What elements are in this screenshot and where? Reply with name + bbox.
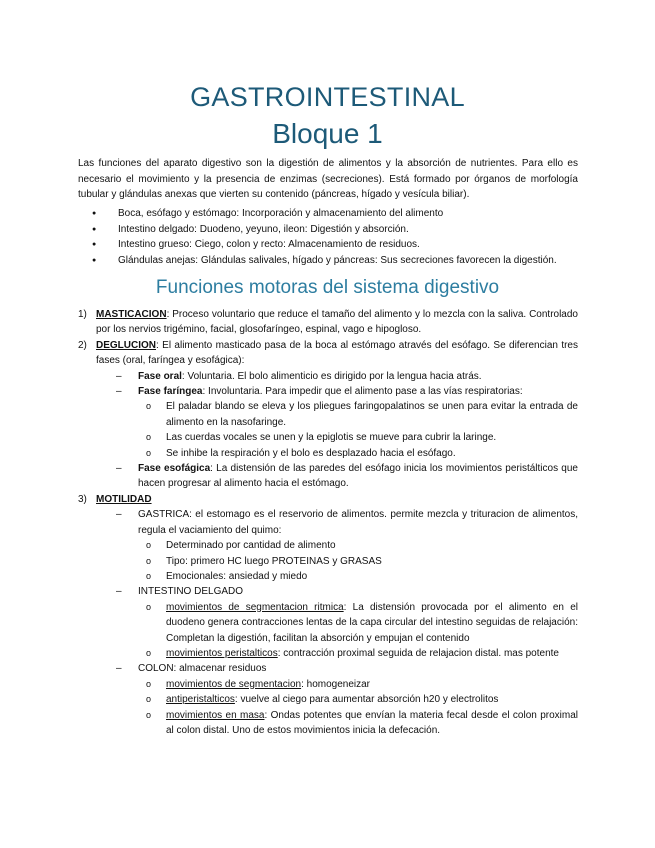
circle-marker: o: [146, 401, 152, 412]
sub-item: [78, 661, 578, 676]
item-text: : El alimento masticado pasa de la boca al estómago através del esófago. Se diferencian tres fases (oral, faríngea y esofágica):: [96, 339, 578, 367]
list-item: ● Glándulas anejas: Glándulas salivales, hígado y páncreas: Sus secreciones favorecen la digestión.: [78, 253, 578, 269]
sub-sub-item: [78, 646, 578, 661]
dash-marker: –: [116, 386, 122, 398]
item-text: : Voluntaria. El bolo alimenticio es dirigido por la lengua hacia atrás.: [181, 370, 482, 382]
sub-sub-item: [78, 430, 578, 445]
sub-sub-item: [78, 677, 578, 692]
item-number: 3): [78, 493, 87, 505]
sub-item: [78, 384, 578, 399]
item-text: : Involuntaria. Para impedir que el alimento pase a las vías respiratorias:: [202, 386, 523, 398]
term: DEGLUCION: [96, 339, 156, 351]
list-item: ● Boca, esófago y estómago: Incorporación y almacenamiento del alimento: [78, 206, 578, 222]
intro-paragraph: Las funciones del aparato digestivo son la digestión de alimentos y la absorción de nutrientes. Para ello es necesario el movimiento y la presencia de enzimas (secreciones). Está formado por órganos de morfología tubular y glándulas anexas que vierten su contenido (páncreas, hígado y vesícula biliar).: [78, 158, 578, 201]
term: Fase faríngea: [138, 386, 203, 398]
item-number: 1): [78, 309, 87, 320]
item-text: INTESTINO DELGADO: [138, 586, 244, 598]
term: MOTILIDAD: [96, 493, 152, 505]
sub-item: [78, 461, 578, 492]
term: MASTICACION: [96, 309, 167, 320]
circle-marker: o: [146, 570, 152, 581]
circle-marker: o: [146, 447, 152, 458]
sub-item: [78, 507, 578, 538]
item-text: El paladar blando se eleva y los pliegues faringopalatinos se unen para evitar la entrada de alimento en la nasofaringe.: [166, 401, 578, 428]
sub-sub-item: [78, 600, 578, 646]
item-text: GASTRICA: el estomago es el reservorio de alimentos. permite mezcla y trituracion de alimentos, regula el vaciamiento del quimo:: [138, 509, 578, 536]
circle-marker: o: [146, 555, 152, 566]
item-text: : Ondas potentes que envían la materia fecal desde el colon proximal al colon distal. Uno de estos movimientos inicia la defecación.: [166, 709, 578, 736]
circle-marker: o: [146, 694, 152, 705]
term: Fase oral: [138, 370, 182, 382]
term: movimientos de segmentacion: [166, 678, 302, 690]
document-subtitle: Bloque 1: [272, 118, 383, 149]
circle-marker: o: [146, 647, 152, 658]
dash-marker: –: [116, 463, 122, 475]
section-heading: Funciones motoras del sistema digestivo: [155, 277, 500, 298]
item-text: COLON: almacenar residuos: [138, 663, 267, 675]
dash-marker: –: [116, 663, 122, 675]
item-text: : La distensión provocada por el alimento en el duodeno genera contracciones lentas de la capa circular del intestino seguidas de relajación: Completan la digestión, facilitan la absorción y empujan el contenido: [166, 601, 579, 644]
item-text: Tipo: primero HC luego PROTEINAS y GRASAS: [166, 555, 382, 567]
item-text: : homogeneizar: [301, 678, 371, 690]
list-item: ● Intestino delgado: Duodeno, yeyuno, ileon: Digestión y absorción.: [78, 222, 578, 238]
sub-item: [78, 584, 578, 599]
item-text: : contracción proximal seguida de relajacion distal. mas potente: [277, 647, 559, 659]
document-title: GASTROINTESTINAL: [190, 82, 465, 112]
motor-functions-list: [78, 307, 578, 738]
sub-sub-item: [78, 538, 578, 553]
item-text: : Proceso voluntario que reduce el tamaño del alimento y lo mezcla con la saliva. Controlado por los nervios trigémino, facial, glosofaríngeo, espinal, vago e hipogloso.: [96, 309, 578, 336]
sub-sub-item: [78, 399, 578, 430]
item-text: Las cuerdas vocales se unen y la epiglotis se mueve para cubrir la laringe.: [166, 432, 497, 444]
term: movimientos en masa: [166, 709, 265, 721]
sub-sub-item: [78, 708, 578, 739]
item-number: 2): [78, 339, 87, 351]
dash-marker: –: [116, 370, 122, 382]
dash-marker: –: [116, 586, 122, 598]
item-text: : vuelve al ciego para aumentar absorción h20 y electrolitos: [234, 694, 499, 706]
dash-marker: –: [116, 509, 122, 521]
term: Fase esofágica: [138, 463, 211, 475]
sub-sub-item: [78, 446, 578, 461]
item-deglucion: [78, 338, 578, 369]
circle-marker: o: [146, 540, 152, 551]
item-text: : La distensión de las paredes del esófago inicia los movimientos peristálticos que hacen progresar al alimento hacia el estómago.: [138, 463, 578, 490]
list-item: ● Intestino grueso: Ciego, colon y recto: Almacenamiento de residuos.: [78, 237, 578, 253]
item-text: Se inhibe la respiración y el bolo es desplazado hacia el esófago.: [166, 447, 456, 459]
sub-sub-item: [78, 692, 578, 707]
sub-item: [78, 369, 578, 384]
item-text: Determinado por cantidad de alimento: [166, 540, 336, 552]
item-motilidad: [78, 492, 578, 507]
organ-bullet-list: [78, 206, 578, 268]
circle-marker: o: [146, 678, 152, 689]
sub-sub-item: [78, 554, 578, 569]
term: movimientos de segmentacion ritmica: [166, 601, 344, 613]
circle-marker: o: [146, 432, 152, 443]
sub-sub-item: [78, 569, 578, 584]
term: antiperistalticos: [166, 694, 235, 706]
circle-marker: o: [146, 709, 152, 720]
circle-marker: o: [146, 601, 152, 612]
item-text: Emocionales: ansiedad y miedo: [166, 570, 308, 582]
item-masticacion: [78, 307, 578, 338]
term: movimientos peristalticos: [166, 647, 278, 659]
